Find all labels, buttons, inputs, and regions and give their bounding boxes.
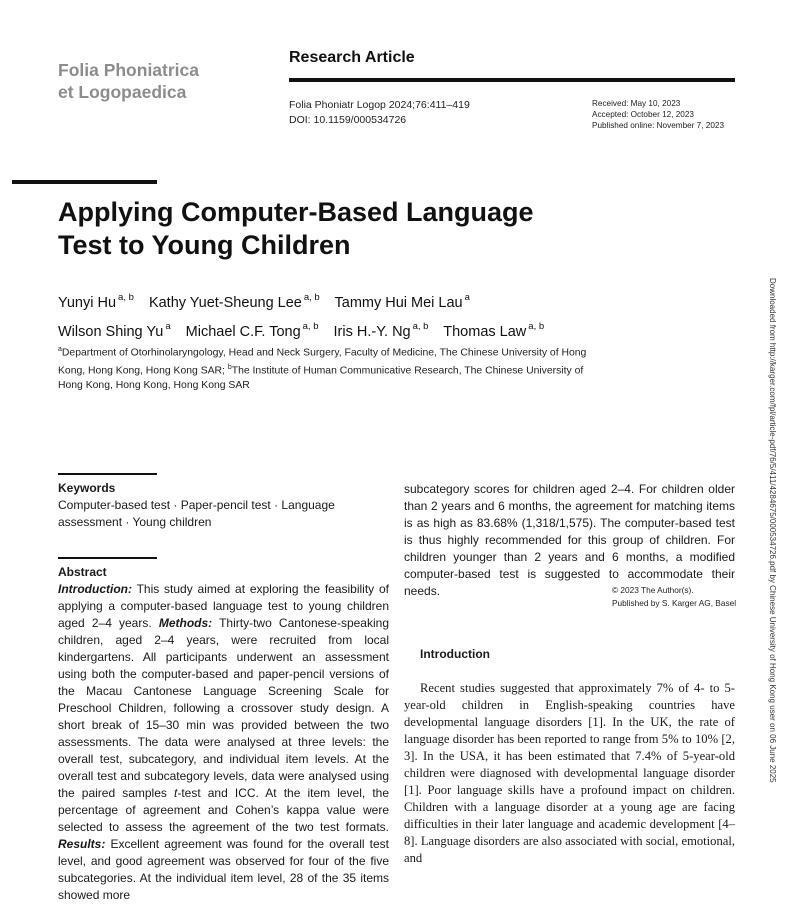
journal-name-line1: Folia Phoniatrica: [58, 60, 199, 80]
header-rule: [289, 78, 735, 82]
author-affiliation-mark: a, b: [303, 292, 320, 303]
abstract-continued: subcategory scores for children aged 2–4. For children older than 2 years and 6 months, the agreement for matching items is as high as 83.68% (1,318/1,575). The computer-based test is thus highly recommended for this group of children. For children younger than 2 years and 6 months, a modified computer-based test is suggested to accommodate their needs.: [404, 482, 735, 598]
accepted-date: Accepted: October 12, 2023: [592, 110, 694, 119]
keywords-heading: Keywords: [58, 481, 116, 495]
doi-link[interactable]: DOI: 10.1159/000534726: [289, 114, 407, 126]
keywords-text: Computer-based test · Paper-pencil test · Language assessment · Young children: [58, 498, 335, 529]
published-date: Published online: November 7, 2023: [592, 121, 724, 130]
author[interactable]: Yunyi Hu $^{a, b}$: [58, 292, 134, 311]
article-type: Research Article: [289, 49, 415, 66]
copyright: © 2023 The Author(s). Published by S. Karger AG, Basel: [612, 585, 737, 608]
citation: Folia Phoniatr Logop 2024;76:411–419: [289, 99, 470, 111]
author-affiliation-mark: a, b: [528, 321, 545, 332]
author[interactable]: Michael C.F. Tong $^{a, b}$: [185, 321, 319, 340]
abstract-heading: Abstract: [58, 565, 107, 579]
journal-name-line2: et Logopaedica: [58, 82, 187, 102]
author[interactable]: Thomas Law $^{a, b}$: [443, 321, 545, 340]
citation-block: [289, 98, 470, 128]
author[interactable]: Wilson Shing Yu $^a$: [58, 321, 171, 340]
author-affiliation-mark: a, b: [302, 321, 319, 332]
received-date: Received: May 10, 2023: [592, 99, 681, 108]
abstract-rule: [58, 557, 157, 559]
author[interactable]: Tammy Hui Mei Lau $^a$: [334, 292, 470, 311]
author[interactable]: Iris H.-Y. Ng $^{a, b}$: [333, 321, 429, 340]
dates-block: [592, 98, 724, 131]
title-rule: [12, 180, 157, 184]
keywords-rule: [58, 473, 157, 475]
title-line1: Applying Computer-Based Language: [58, 197, 534, 227]
author-row-2: [58, 315, 618, 344]
author-affiliation-mark: a, b: [118, 292, 134, 303]
article-title: [58, 196, 618, 262]
author-affiliation-mark: a: [464, 292, 470, 303]
author-affiliation-mark: a: [165, 321, 171, 332]
download-note: Downloaded from http://karger.com/fpl/article-pdf/76/5/411/4284675/000534726.pdf by Chinese University of Hong Kong user on 06 June 2025: [768, 278, 777, 783]
author-row-1: [58, 286, 618, 315]
abstract-body: Introduction: This study aimed at exploring the feasibility of applying a computer-based language test to young children aged 2–4 years. Methods: Thirty-two Cantonese-speaking children, aged 2–4 years, were recruited from local kindergartens. All participants underwent an assessment using both the computer-based and paper-pencil versions of the Macau Cantonese Language Screening Scale for Preschool Children, following a crossover study design. A short break of 15–30 min was provided between the two assessments. The data were analysed at three levels: the overall test, subcategory, and individual item levels. At the overall test and subcategory levels, data were analysed using the paired samples t-test and ICC. At the item level, the percentage of agreement and Cohen’s kappa value were selected to assess the agreement of the two test formats. Results: Excellent agreement was found for the overall test level, and good agreement was observed for four of the five subcategories. At the individual item level, 28 of the 35 items showed more: [58, 582, 389, 902]
author-affiliation-mark: a, b: [412, 321, 429, 332]
introduction-body: Recent studies suggested that approximately 7% of 4- to 5-year-old children in English-speaking countries have developmental language disorders [1]. In the UK, the rate of language disorder has been reported to range from 5% to 10% [2, 3]. In the USA, it has been estimated that 7.4% of 5-year-old children were diagnosed with developmental language disorder [1]. Poor language skills have a profound impact on children. Children with a language disorder at a young age are facing difficulties in their later language and academic development [4–8]. Language disorders are also associated with social, emotional, and: [404, 681, 735, 865]
title-line2: Test to Young Children: [58, 230, 351, 260]
affiliations: $^a$Department of Otorhinolaryngology, Head and Neck Surgery, Faculty of Medicine, The Chinese University of Hong Kong, Hong Kong, Hong Kong SAR; $^b$The Institute of Human Communicative Research, The Chinese University of Hong Kong, Hong Kong, Hong Kong SAR: [58, 346, 587, 391]
author[interactable]: Kathy Yuet-Sheung Lee $^{a, b}$: [148, 292, 320, 311]
introduction-heading: Introduction: [420, 647, 490, 661]
author-list: [58, 286, 618, 344]
journal-name: [58, 59, 199, 103]
